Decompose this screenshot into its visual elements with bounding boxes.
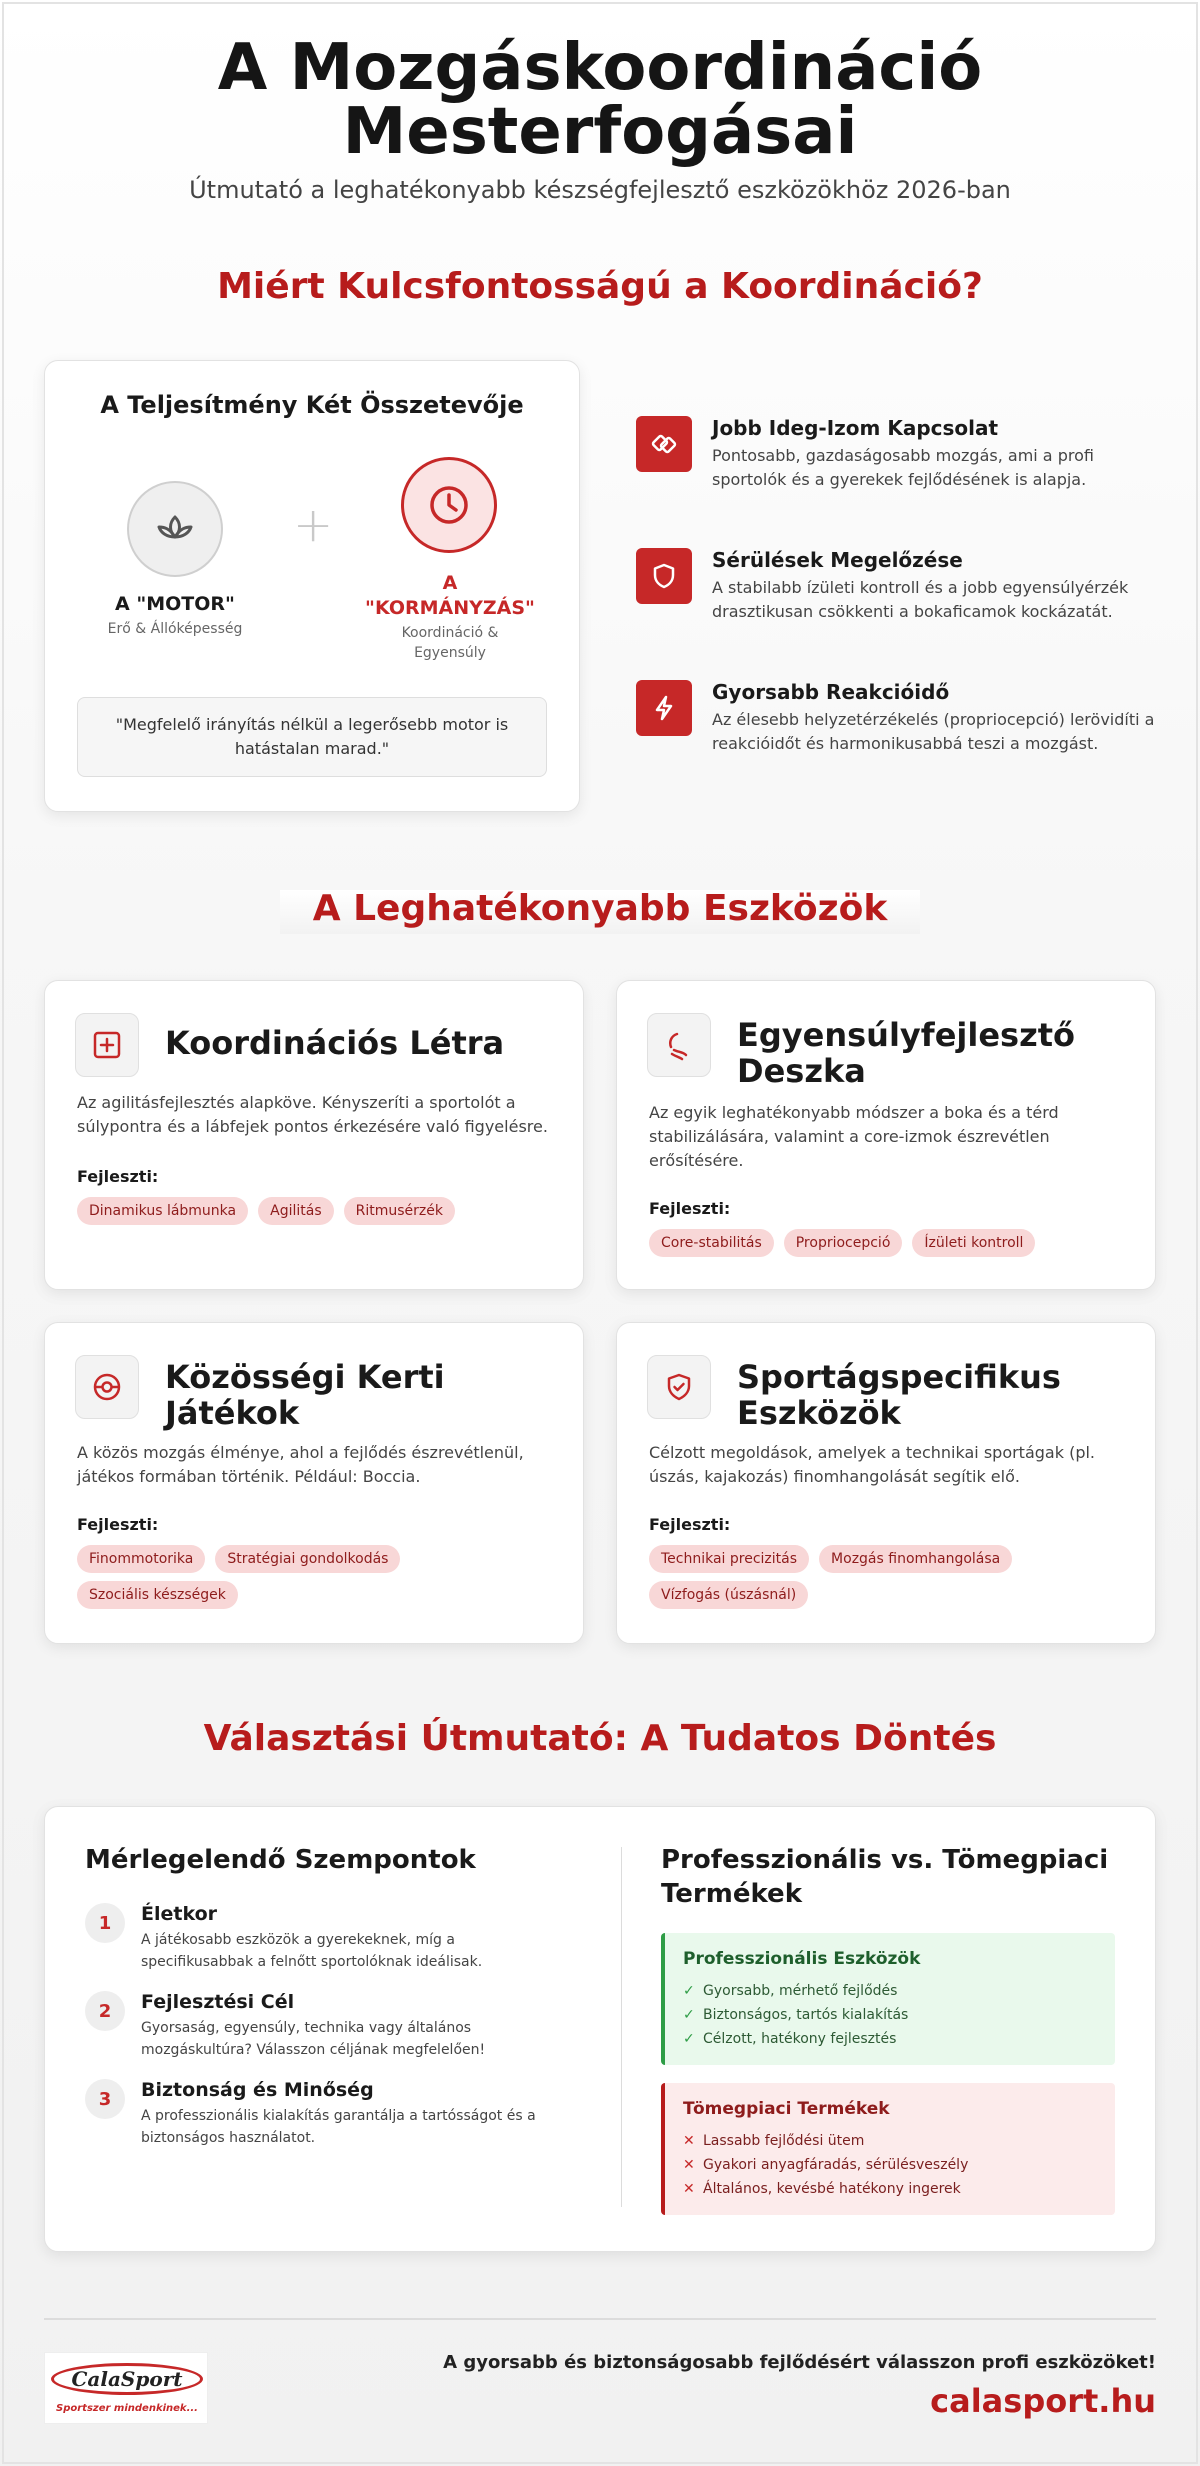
- mass-item: [683, 2129, 1097, 2153]
- tools-heading: A Leghatékonyabb Eszközök: [312, 888, 888, 929]
- tool-desc: A közös mozgás élménye, ahol a fejlődés észrevétlenül, játékos formában történik. Például: Boccia.: [77, 1443, 524, 1486]
- column-divider: [621, 1847, 622, 2207]
- steering-sub-line-2: Egyensúly: [414, 645, 486, 661]
- check-icon: ✓: [683, 2007, 695, 2023]
- components-card: [44, 360, 580, 812]
- steering-sub: [345, 623, 555, 663]
- cross-icon: ✕: [683, 2181, 695, 2197]
- tool-desc: Célzott megoldások, amelyek a technikai sportágak (pl. úszás, kajakozás) finomhangolását segítik elő.: [649, 1443, 1095, 1486]
- tool-dev-label: Fejleszti:: [77, 1515, 159, 1534]
- ladder-icon: [75, 1013, 139, 1077]
- pro-item-text: Biztonságos, tartós kialakítás: [703, 2007, 909, 2023]
- steering-sub-line-1: Koordináció &: [401, 625, 499, 641]
- quote-box: "Megfelelő irányítás nélkül a legerősebb motor is hatástalan marad.": [77, 697, 547, 777]
- step-title: Fejlesztési Cél: [141, 1991, 295, 2013]
- tag-list: [649, 1545, 1139, 1609]
- mass-item-text: Gyakori anyagfáradás, sérülésveszély: [703, 2157, 969, 2173]
- tool-dev-label: Fejleszti:: [649, 1515, 731, 1534]
- step-text: A professzionális kialakítás garantálja a tartósságot és a biztonságos használatot.: [141, 2108, 536, 2146]
- shield-icon: [636, 548, 692, 604]
- comparison-title: [661, 1843, 1121, 1911]
- tool-card: [616, 980, 1156, 1290]
- steering-label-line-2: "KORMÁNYZÁS": [365, 597, 535, 619]
- tool-title: Koordinációs Létra: [165, 1024, 505, 1062]
- benefit-text: Pontosabb, gazdaságosabb mozgás, ami a profi sportolók és a gyerekek fejlődésének is alapja.: [712, 446, 1094, 489]
- tag-list: [649, 1229, 1139, 1257]
- steering-label: [345, 571, 555, 621]
- components-title: A Teljesítmény Két Összetevője: [100, 391, 524, 419]
- page-title-line-2: Mesterfogásai: [342, 95, 858, 169]
- benefit-title: Sérülések Megelőzése: [712, 548, 963, 572]
- tag: Vízfogás (úszásnál): [649, 1581, 808, 1609]
- why-heading: Miért Kulcsfontosságú a Koordináció?: [217, 266, 983, 307]
- mass-item: [683, 2177, 1097, 2201]
- criteria-title: Mérlegelendő Szempontok: [85, 1845, 476, 1875]
- lightning-icon: [636, 680, 692, 736]
- cross-icon: ✕: [683, 2133, 695, 2149]
- benefit-text: Az élesebb helyzetérzékelés (propriocepció) lerövidíti a reakcióidőt és harmonikusabbá teszi a mozgást.: [712, 710, 1155, 753]
- tool-card: [44, 980, 584, 1290]
- logo-wordmark: CalaSport: [51, 2363, 203, 2395]
- benefit-text: A stabilabb ízületi kontroll és a jobb egyensúlyérzék drasztikusan csökkenti a bokaficamok kockázatát.: [712, 578, 1129, 621]
- step-number: 1: [85, 1903, 125, 1943]
- pro-item-text: Gyorsabb, mérhető fejlődés: [703, 1983, 898, 1999]
- pro-title: Professzionális Eszközök: [683, 1949, 921, 1969]
- tag-list: [77, 1545, 567, 1609]
- balance-board-icon: [647, 1013, 711, 1077]
- cross-icon: ✕: [683, 2157, 695, 2173]
- calasport-logo[interactable]: [44, 2352, 208, 2424]
- tag: Technikai precizitás: [649, 1545, 809, 1573]
- guide-card: [44, 1806, 1156, 2252]
- pro-item-text: Célzott, hatékony fejlesztés: [703, 2031, 897, 2047]
- tool-desc: Az agilitásfejlesztés alapköve. Kényszeríti a sportolót a súlypontra és a lábfejek pontos érkezésére való figyelésre.: [77, 1093, 548, 1136]
- step-text: A játékosabb eszközök a gyerekeknek, míg a specifikusabbak a felnőtt sportolóknak ideálisak.: [141, 1932, 483, 1970]
- pro-box: [661, 1933, 1115, 2065]
- benefit-title: Jobb Ideg-Izom Kapcsolat: [712, 416, 999, 440]
- tag: Core-stabilitás: [649, 1229, 774, 1257]
- ball-target-icon: [75, 1355, 139, 1419]
- tool-title: Közösségi Kerti Játékok: [165, 1358, 445, 1432]
- footer-divider: [44, 2318, 1156, 2320]
- tag: Mozgás finomhangolása: [819, 1545, 1012, 1573]
- tool-title: Sportágspecifikus Eszközök: [737, 1358, 1061, 1432]
- steering-circle: [401, 457, 497, 553]
- tag: Propriocepció: [784, 1229, 903, 1257]
- tag: Stratégiai gondolkodás: [215, 1545, 400, 1573]
- step-text: Gyorsaság, egyensúly, technika vagy általános mozgáskultúra? Válasszon céljának megfelelően!: [141, 2020, 486, 2058]
- benefit-title: Gyorsabb Reakcióidő: [712, 680, 950, 704]
- pro-item: [683, 2027, 1097, 2051]
- tag-list: [77, 1197, 567, 1225]
- mass-item: [683, 2153, 1097, 2177]
- mass-item-text: Általános, kevésbé hatékony ingerek: [703, 2181, 961, 2197]
- page-subtitle: Útmutató a leghatékonyabb készségfejlesztő eszközökhöz 2026-ban: [189, 176, 1011, 204]
- tag: Finommotorika: [77, 1545, 205, 1573]
- mass-box: [661, 2083, 1115, 2215]
- handshake-icon: [636, 416, 692, 472]
- tool-dev-label: Fejleszti:: [77, 1167, 159, 1186]
- tool-title: Egyensúlyfejlesztő Deszka: [737, 1016, 1075, 1090]
- mass-title: Tömegpiaci Termékek: [683, 2099, 890, 2119]
- motor-circle: [127, 481, 223, 577]
- shield-check-icon: [647, 1355, 711, 1419]
- motor-sub: Erő & Állóképesség: [107, 621, 243, 637]
- page-title: [0, 31, 1200, 169]
- step-number: 2: [85, 1991, 125, 2031]
- step-title: Életkor: [141, 1903, 218, 1925]
- check-icon: ✓: [683, 2031, 695, 2047]
- tag: Agilitás: [258, 1197, 334, 1225]
- pro-item: [683, 1979, 1097, 2003]
- step-number: 3: [85, 2079, 125, 2119]
- footer-cta: A gyorsabb és biztonságosabb fejlődésért válasszon profi eszközöket!: [443, 2352, 1156, 2373]
- footer-url-link[interactable]: calasport.hu: [930, 2382, 1156, 2420]
- tool-card: [44, 1322, 584, 1644]
- guide-heading: Választási Útmutató: A Tudatos Döntés: [203, 1718, 997, 1759]
- motor-label: A "MOTOR": [115, 593, 235, 615]
- tag: Ízületi kontroll: [912, 1229, 1035, 1257]
- plus-sign: +: [293, 497, 334, 553]
- mass-item-text: Lassabb fejlődési ütem: [703, 2133, 865, 2149]
- tool-desc: Az egyik leghatékonyabb módszer a boka és a térd stabilizálására, valamint a core-izmok észrevétlen erősítésére.: [649, 1103, 1059, 1170]
- comparison-title-line-1: Professzionális vs. Tömegpiaci: [661, 1845, 1109, 1875]
- tag: Dinamikus lábmunka: [77, 1197, 248, 1225]
- step-title: Biztonság és Minőség: [141, 2079, 374, 2101]
- steering-label-line-1: A: [442, 572, 458, 594]
- tool-dev-label: Fejleszti:: [649, 1199, 731, 1218]
- clock-icon: [427, 483, 471, 527]
- comparison-title-line-2: Termékek: [661, 1879, 802, 1909]
- check-icon: ✓: [683, 1983, 695, 1999]
- tag: Szociális készségek: [77, 1581, 238, 1609]
- page-title-line-1: A Mozgáskoordináció: [217, 31, 983, 105]
- pro-item: [683, 2003, 1097, 2027]
- lotus-icon: [153, 507, 197, 551]
- tag: Ritmusérzék: [344, 1197, 455, 1225]
- tool-card: [616, 1322, 1156, 1644]
- logo-tagline: Sportszer mindenkinek...: [56, 2403, 198, 2414]
